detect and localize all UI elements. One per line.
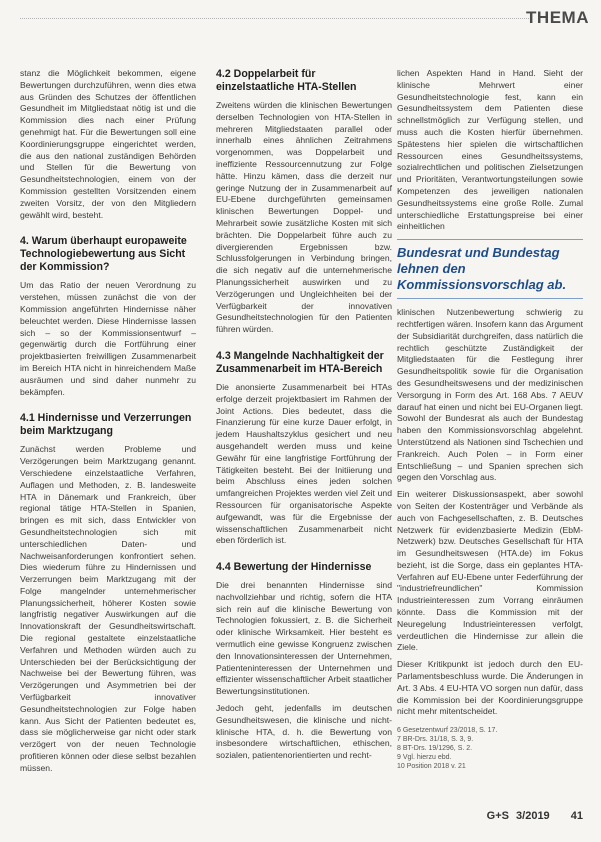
paragraph-col3-mid2: Ein weiterer Diskussionsaspekt, aber sowohl von Seiten der Kostenträger und Verbände als auch von Fachgesellschaften, z. B. Deutsches Netzwerk für evidenzbasierte Medizin (EbM-Netzwerk) bzw. Deutsches Gesellschaft für HTA im Gesundheitswesen (HTA.de) im Fokus bezieht, ist die Sorge, dass ein geplantes HTA-Verfahren auf EU-Ebene unter Federführung der "industriefreundlichen" Kommission Industrieinteressen zum Vorrang einräumen könnte. Dass die Kommission mit der Neuregelung Industrieinteressen verfolgt, verdeutlichen die Hindernisse zur allein die Ziele. <box>397 489 583 653</box>
footnote: 7 BR-Drs. 31/18, S. 3, 9. <box>397 736 474 744</box>
paragraph-section-4-3: Die anonsierte Zusammenarbeit bei HTAs erfolge derzeit projektbasiert im Rahmen der Joint Actions. Dies bedeutet, dass die Finanzierung für eine kurze Dauer erfolgt, in jedem Haushaltszyklus gesichert und neu ausgehandelt werden muss und keine Gewähr für eine langfristige Fortführung der Tätigkeiten besteht. Bei der Initiierung und beim Abschluss eines jeden solchen umfangreichen Projektes werden viel Zeit und Ressourcen für organisatorische Aspekte aufgewandt, was für die Ergebnisse der wissenschaftlichen Zusammenarbeit nicht eben förderlich ist. <box>216 381 392 546</box>
footnote: 8 BT-Drs. 19/1296, S. 2. <box>397 745 473 753</box>
paragraph-section-4-4b: Jedoch geht, jedenfalls im deutschen Gesundheitswesen, die klinische und nicht-klinische HTA, d. h. die Bewertung von insbesondere wirtschaftlichen, ethischen, sozialen, patientenorientierten und recht- <box>216 703 392 761</box>
footnote: 9 Vgl. hierzu ebd. <box>397 754 452 762</box>
column-1 <box>20 68 196 780</box>
paragraph-col3-bottom: Dieser Kritikpunkt ist jedoch durch den EU-Parlamentsbeschluss wurde. Die Änderungen in Art. 3 Abs. 4 EU-HTA VO sorgen nun dafür, dass die Kommission bei der Koordinierungsgruppe nicht mehr mitentscheidet. <box>397 659 583 717</box>
paragraph-section-4-4: Die drei benannten Hindernisse sind nachvollziehbar und richtig, sofern die HTA sich rein auf die klinische Bewertung von Technologien fokussiert, z. B. die Sicherheit oder klinische Wirksamkeit. Hier besteht es vermutlich eine gewisse Kongruenz zwischen den Innovationsinteressen der Unternehmen, Patienteninteressen der Unternehmen und effizienter wissenschaftlicher Arbeit staatlicher Bewertungsinstitutionen. <box>216 580 392 697</box>
paragraph-section-4-2: Zweitens würden die klinischen Bewertungen derselben Technologien von HTA-Stellen in mehreren Mitgliedstaaten parallel oder innerhalb eines ähnlichen Zeitrahmens vorgenommen, was Doppelarbeit und ineffiziente Ressourcennutzung zur Folge hätte. Hinzu kämen, dass die derzeit nur geringe Nutzung der in Zusammenarbeit auf EU-Ebene durchgeführten gemeinsamen klinischen Bewertungen Doppel- und Mehrarbeit sowie zusätzliche Kosten mit sich brächten. Die Doppelarbeit führe auch zu divergierenden Ergebnissen bzw. Schlussfolgerungen in Verbindung bringen, die sich negativ auf die unternehmerische Planungssicherheit auswirken und zu Verzögerungen und Ungleichheiten bei der Verfügbarkeit der innovativen Gesundheitstechnologien für den Patienten führen würden. <box>216 100 392 335</box>
column-2 <box>216 68 392 767</box>
header-bar <box>0 8 601 30</box>
heading-section-4-4: 4.4 Bewertung der Hindernisse <box>216 561 372 574</box>
footnotes <box>397 726 583 771</box>
section-label: THEMA <box>526 8 589 27</box>
paragraph-section-4: Um das Ratio der neuen Verordnung zu verstehen, müssen zunächst die von der Kommission angeführten Hindernisse näher beleuchtet werden. Diese Hindernisse lassen sich – so der Kommissionsentwurf – gegenwärtig durch die Fortführung einer projektbasierten freiwilligen Zusammenarbeit im Bereich HTA nicht in hinreichendem Maße ausräumen und sind daher nunmehr zu bekämpfen. <box>20 280 196 397</box>
pull-quote: Bundesrat und Bundestag lehnen den Kommissionsvorschlag ab. <box>397 239 583 299</box>
heading-section-4-3: 4.3 Mangelnde Nachhaltigkeit der Zusammenarbeit im HTA-Bereich <box>216 349 384 375</box>
paragraph-col3-top: lichen Aspekten Hand in Hand. Sieht der klinische Mehrwert einer Gesundheitstechnologie fest, kann ein Gesundheitssystem dem Patienten diese schnellstmöglich zur Verfügung stellen, und muss auch die Kosten hierfür übernehmen. Spätestens hier spielen die wirtschaftlichen Ressourcen eines Gesundheitssystems, sozialrechtlichen und politischen Zielsetzungen und Prioritäten, Verantwortungsteilungen sowie Kompetenzen des jeweiligen nationalen Gesundheitssystems eine große Rolle. Zumal unterschiedliche Erstattungspreise bei einer einheitlichen <box>397 68 583 232</box>
footnote: 10 Position 2018 v. 21 <box>397 763 466 771</box>
page-footer <box>487 810 583 822</box>
column-3 <box>397 68 583 771</box>
paragraph-intro: stanz die Möglichkeit bekommen, eigene Bewertungen durchzuführen, wenn dies etwa aus Gründen des Schutzes der öffentlichen Gesundheit im Mitgliedstaat nötig ist und die Kommission dies nach einer Prüfung genehmigt hat. Für die Bewertungen soll eine Koordinierungsgruppe eingerichtet werden, die aus den national zuständigen Behörden und Stellen für die Bewertung von Gesundheitstechnologien, einem von der Kommission gestellten Vorsitzenden einem zweiten Vorsitz, der von den Mitgliedern gewählt wird, besteht. <box>20 68 196 220</box>
page-number: 41 <box>570 810 583 822</box>
header-rule <box>20 18 531 19</box>
heading-section-4: 4. Warum überhaupt europaweite Technologiebewertung aus Sicht der Kommission? <box>20 235 187 274</box>
footnote: 6 Gesetzentwurf 23/2018, S. 17. <box>397 727 498 735</box>
magazine-name: G+S <box>486 810 509 822</box>
heading-section-4-1: 4.1 Hindernisse und Verzerrungen beim Marktzugang <box>20 412 192 438</box>
paragraph-col3-mid: klinischen Nutzenbewertung schwierig zu rechtfertigen wären. Insofern kann das Argument der Subsidiarität durchgreifen, dass natürlich die rechtlich geschützte Zuständigkeit der Mitgliedstaaten für die Festlegung ihrer Gesundheitspolitik sowie für die Organisation des Gesundheitswesens und der medizinischen Versorgung in Form des Art. 168 Abs. 7 AEUV darauf hat einen und nicht bei EU-Organen liegt. Sowohl der Bundesrat als auch der Bundestag haben den Kommissionsvorschlag abgelehnt. Unterstützend als Nationen sind Tschechien und Frankreich. Auch Polen – in Form einer Entschließung – und Spanien sprechen sich gegen den Vorschlag aus. <box>397 307 583 483</box>
heading-section-4-2: 4.2 Doppelarbeit für einzelstaatliche HTA-Stellen <box>216 68 357 93</box>
issue-number: 3/2019 <box>516 810 550 822</box>
paragraph-section-4-1: Zunächst werden Probleme und Verzögerungen beim Marktzugang genannt. Verschiedene einzelstaatliche Verfahren, Auflagen und Methoden, z. B. landesweite HTA in Dänemark und Frankreich, über regional tätige HTA-Stellen in Spanien, bringen es mit sich, dass Entwickler von Gesundheitstechnologien sich mit unterschiedlichen Daten- und Nachweisanforderungen konfrontiert sehen. Dies wiederum führe zu Hindernissen und Verzerrungen beim Marktzugang mit der Folge mangelnder unternehmerischer Planungssicherheit, höherer Kosten sowie langfristig negativer Auswirkungen auf die Innovationskraft der Gesundheitswirtschaft. Die regional gestaltete einzelstaatliche Verfahren und Methoden würden auch zu Unterschieden bei der Berücksichtigung der Nachweise bei der Bewertung führen, was Verzögerungen und Asymmetrien bei der Verfügbarkeit innovativer Gesundheitstechnologien zur Folge haben kann. Aus Sicht der Patienten bedeutet es, dass sie möglicherweise gar nicht oder stark verzögert von der neuen Technologie profitieren können oder diese selbst bezahlen müssen. <box>20 444 196 773</box>
